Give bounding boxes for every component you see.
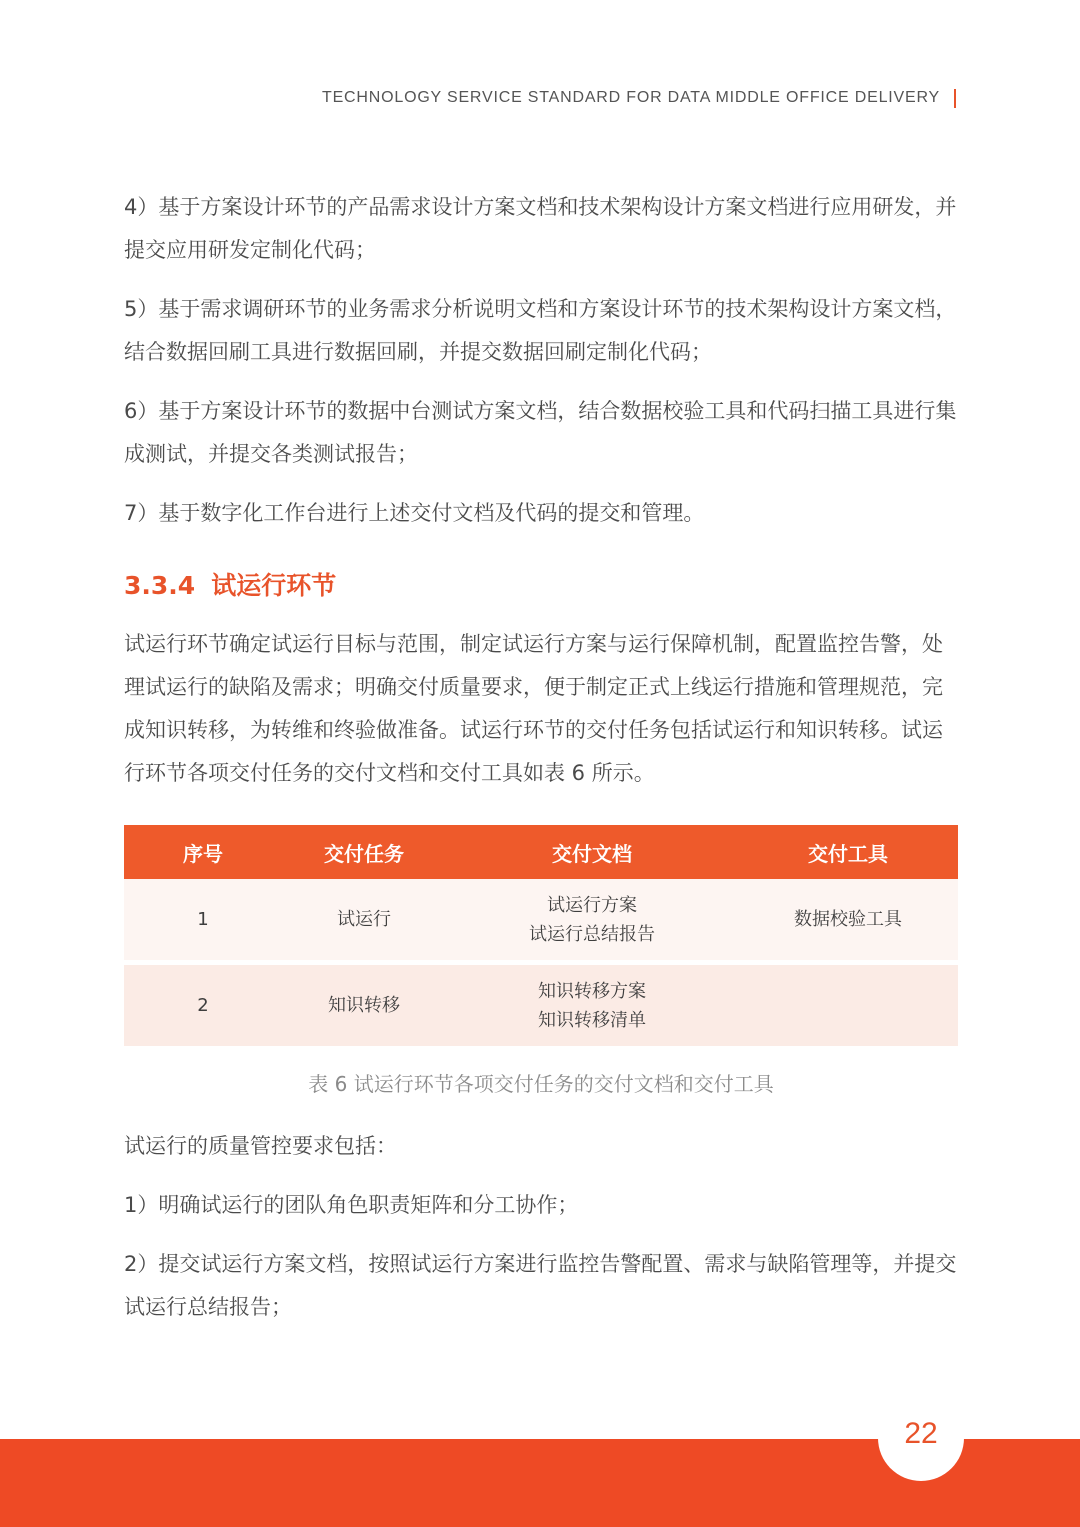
cell-task: 知识转移 [282,965,446,1046]
doc-item: 试运行方案 [547,894,637,916]
cell-index: 2 [124,965,282,1046]
section-number: 3.3.4 [124,571,196,600]
doc-item: 知识转移方案 [538,980,646,1002]
quality-lead: 试运行的质量管控要求包括： [124,1134,397,1158]
cell-task: 试运行 [282,879,446,965]
cell-tool: 数据校验工具 [738,879,958,965]
list-item: 4）基于方案设计环节的产品需求设计方案文档和技术架构设计方案文档进行应用研发，并提交应用研发定制化代码； [124,195,957,262]
list-item: 2）提交试运行方案文档，按照试运行方案进行监控告警配置、需求与缺陷管理等，并提交试运行总结报告； [124,1252,957,1319]
running-header: TECHNOLOGY SERVICE STANDARD FOR DATA MIDDLE OFFICE DELIVERY [322,89,940,106]
doc-item: 知识转移清单 [538,1009,646,1031]
list-item: 5）基于需求调研环节的业务需求分析说明文档和方案设计环节的技术架构设计方案文档，结合数据回刷工具进行数据回刷，并提交数据回刷定制化代码； [124,297,957,364]
header-divider [954,89,956,108]
cell-tool [738,965,958,1046]
table-caption: 表 6 试运行环节各项交付任务的交付文档和交付工具 [308,1072,774,1096]
cell-docs [446,965,738,1046]
page-number: 22 [904,1417,938,1450]
section-title: 试运行环节 [211,571,337,600]
cell-index: 1 [124,879,282,965]
table-row [124,965,958,1046]
header-task: 交付任务 [282,825,446,879]
cell-docs [446,879,738,965]
table-header-row [124,825,958,879]
section-heading [124,569,958,603]
doc-item: 试运行总结报告 [529,923,655,945]
deliverables-table [124,825,958,1046]
header-index: 序号 [124,825,282,879]
list-item: 1）明确试运行的团队角色职责矩阵和分工协作； [124,1193,579,1217]
page-content [124,186,958,1345]
header-tool: 交付工具 [738,825,958,879]
table-row [124,879,958,965]
section-body: 试运行环节确定试运行目标与范围，制定试运行方案与运行保障机制，配置监控告警，处理试运行的缺陷及需求；明确交付质量要求，便于制定正式上线运行措施和管理规范，完成知识转移，为转维和终验做准备。试运行环节的交付任务包括试运行和知识转移。试运行环节各项交付任务的交付文档和交付工具如表 6 所示。 [124,632,943,785]
list-item: 6）基于方案设计环节的数据中台测试方案文档，结合数据校验工具和代码扫描工具进行集成测试，并提交各类测试报告； [124,399,957,466]
header-docs: 交付文档 [446,825,738,879]
list-item: 7）基于数字化工作台进行上述交付文档及代码的提交和管理。 [124,501,705,525]
